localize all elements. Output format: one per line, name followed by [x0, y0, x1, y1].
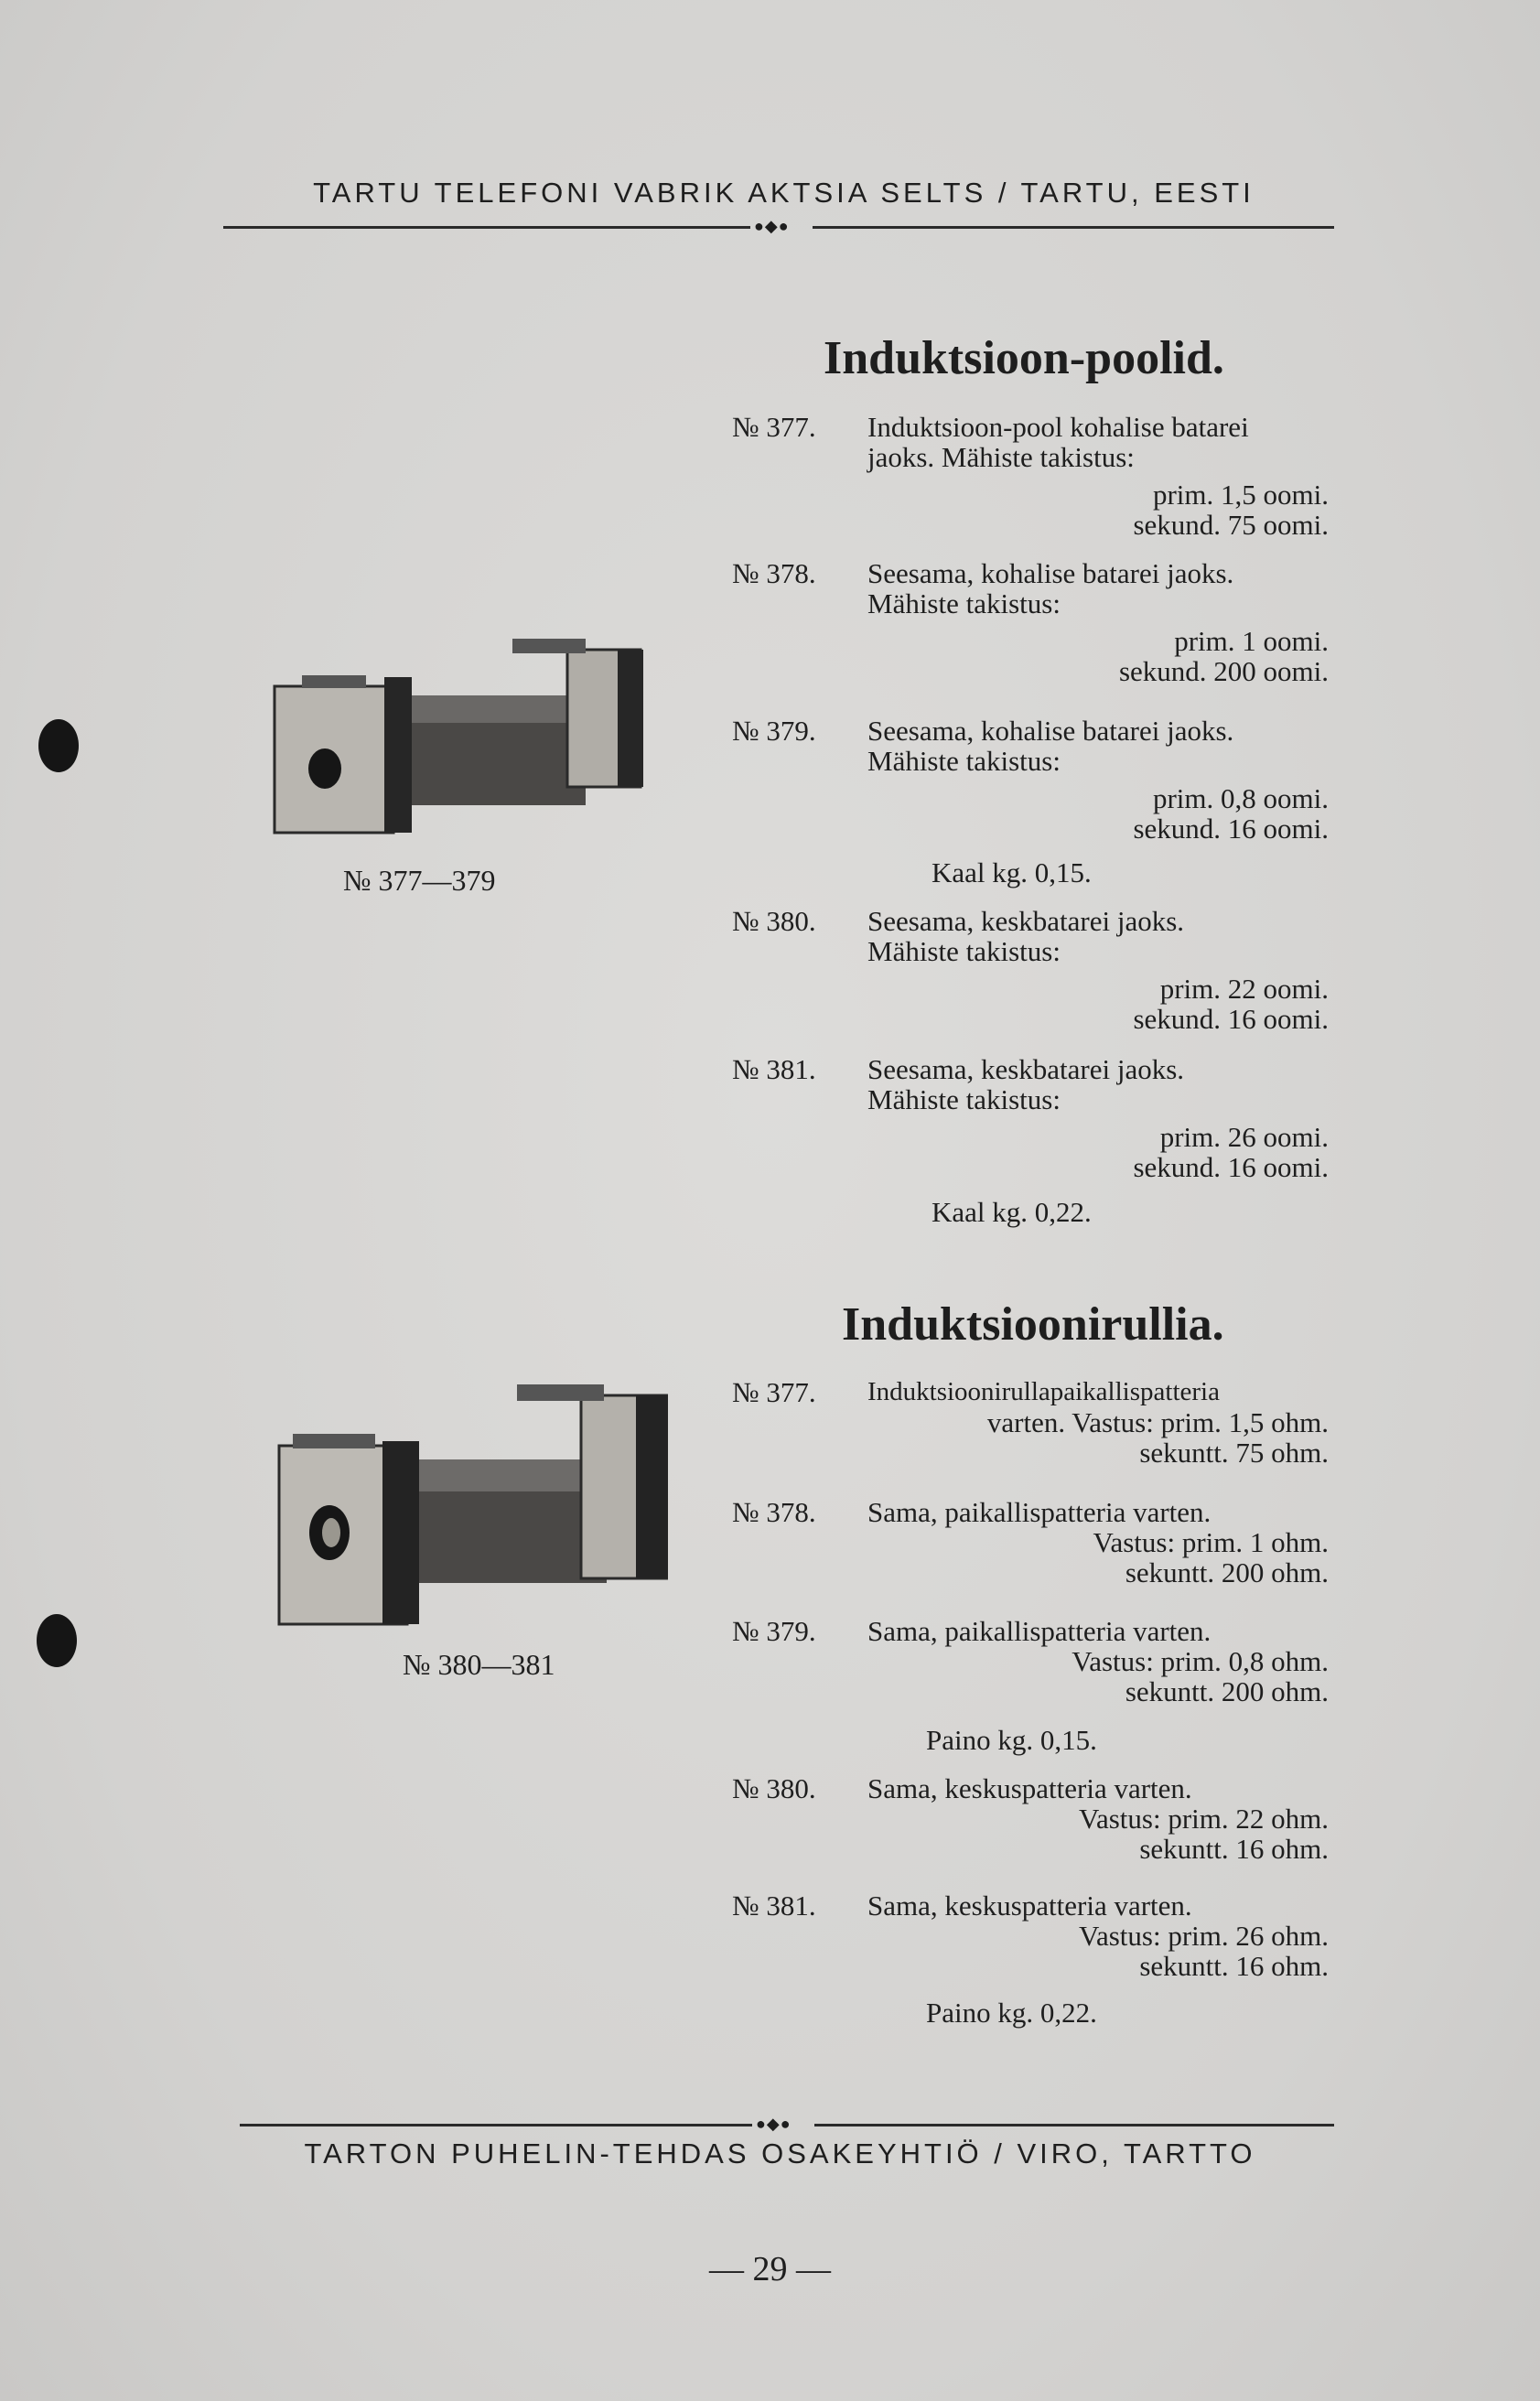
- entry-sek: sekuntt. 200 ohm.: [1125, 1675, 1329, 1707]
- weight-label: Paino kg. 0,22.: [926, 1997, 1097, 2029]
- entry-prim: prim. 1 oomi.: [1174, 625, 1329, 657]
- entry-description: Sama, paikallispatteria varten.: [867, 1496, 1212, 1528]
- entry-line2: Vastus: prim. 0,8 ohm.: [1072, 1645, 1329, 1677]
- entry-number: № 379.: [732, 1615, 816, 1647]
- footer-rule-right: [814, 2124, 1334, 2126]
- entry-description: Sama, keskuspatteria varten.: [867, 1890, 1192, 1922]
- entry-number: № 377.: [732, 1376, 816, 1408]
- entry-description: Seesama, kohalise batarei jaoks.: [867, 557, 1234, 589]
- header-rule-left: [223, 226, 750, 229]
- figure-caption: № 377—379: [343, 864, 496, 897]
- entry-line2: Mähiste takistus:: [867, 935, 1061, 967]
- page-number: — 29 —: [709, 2250, 831, 2288]
- entry-fi-381: [732, 1890, 1336, 1991]
- entry-description: Induktsioon-pool kohalise batarei: [867, 411, 1249, 443]
- entry-number: № 381.: [732, 1890, 816, 1922]
- binder-hole: [38, 719, 79, 772]
- entry-line2: Vastus: prim. 1 ohm.: [1093, 1526, 1329, 1558]
- entry-et-381: [732, 1054, 1336, 1200]
- entry-et-378: [732, 558, 1336, 705]
- entry-line2: Mähiste takistus:: [867, 1083, 1061, 1115]
- entry-sek: sekuntt. 16 ohm.: [1139, 1950, 1329, 1982]
- entry-number: № 378.: [732, 557, 816, 589]
- entry-prim: prim. 0,8 oomi.: [1152, 782, 1329, 814]
- figure-caption: № 380—381: [403, 1648, 555, 1681]
- entry-line2: varten. Vastus: prim. 1,5 ohm.: [986, 1406, 1329, 1438]
- entry-line2: jaoks. Mähiste takistus:: [867, 441, 1135, 473]
- entry-sek: sekund. 16 oomi.: [1133, 813, 1329, 845]
- section-title-et: Induktsioon-poolid.: [824, 332, 1224, 384]
- entry-description: Seesama, keskbatarei jaoks.: [867, 1053, 1185, 1085]
- entry-line2: Vastus: prim. 22 ohm.: [1079, 1803, 1329, 1835]
- entry-number: № 380.: [732, 905, 816, 937]
- weight-label: Kaal kg. 0,15.: [932, 856, 1092, 888]
- entry-sek: sekund. 16 oomi.: [1133, 1151, 1329, 1183]
- entry-line2: Mähiste takistus:: [867, 745, 1061, 777]
- header-company-line: TARTU TELEFONI VABRIK AKTSIA SELTS / TARTU, EESTI: [313, 177, 1255, 209]
- weight-label: Kaal kg. 0,22.: [932, 1196, 1092, 1228]
- entry-line2: Vastus: prim. 26 ohm.: [1079, 1920, 1329, 1952]
- entry-sek: sekund. 75 oomi.: [1133, 509, 1329, 541]
- entry-description: Seesama, kohalise batarei jaoks.: [867, 715, 1234, 747]
- entry-number: № 379.: [732, 715, 816, 747]
- entry-sek: sekund. 200 oomi.: [1118, 655, 1329, 687]
- entry-et-377: [732, 412, 1336, 567]
- induction-coil-small-image: [265, 631, 650, 851]
- footer-rule-left: [240, 2124, 752, 2126]
- entry-sek: sekuntt. 200 ohm.: [1125, 1556, 1329, 1588]
- entry-fi-380: [732, 1773, 1336, 1874]
- entry-line2: Mähiste takistus:: [867, 587, 1061, 619]
- entry-sek: sekuntt. 16 ohm.: [1139, 1833, 1329, 1865]
- entry-sek: sekund. 16 oomi.: [1133, 1003, 1329, 1035]
- footer-ornament: ●◆●: [756, 2115, 792, 2133]
- induction-coil-large-image: [275, 1377, 668, 1633]
- entry-description: Sama, keskuspatteria varten.: [867, 1772, 1192, 1804]
- section-title-fi: Induktsioonirullia.: [842, 1298, 1224, 1351]
- entry-number: № 378.: [732, 1496, 816, 1528]
- entry-description: Seesama, keskbatarei jaoks.: [867, 905, 1185, 937]
- entry-fi-377: [732, 1377, 1336, 1478]
- entry-number: № 377.: [732, 411, 816, 443]
- entry-fi-378: [732, 1497, 1336, 1598]
- entry-prim: prim. 1,5 oomi.: [1152, 479, 1329, 511]
- entry-prim: prim. 26 oomi.: [1159, 1121, 1329, 1153]
- entry-description: Sama, paikallispatteria varten.: [867, 1615, 1212, 1647]
- entry-et-380: [732, 906, 1336, 1052]
- header-rule-right: [813, 226, 1334, 229]
- entry-number: № 380.: [732, 1772, 816, 1804]
- entry-et-379: [732, 716, 1336, 862]
- header-ornament: ●◆●: [754, 217, 790, 235]
- weight-label: Paino kg. 0,15.: [926, 1724, 1097, 1756]
- entry-description: Induktsioonirullapaikallispatteria: [867, 1377, 1220, 1406]
- entry-prim: prim. 22 oomi.: [1159, 973, 1329, 1005]
- entry-sek: sekuntt. 75 ohm.: [1139, 1437, 1329, 1469]
- binder-hole: [37, 1614, 77, 1667]
- entry-number: № 381.: [732, 1053, 816, 1085]
- entry-fi-379: [732, 1616, 1336, 1717]
- footer-company-line: TARTON PUHELIN-TEHDAS OSAKEYHTIÖ / VIRO, TARTTO: [304, 2137, 1256, 2170]
